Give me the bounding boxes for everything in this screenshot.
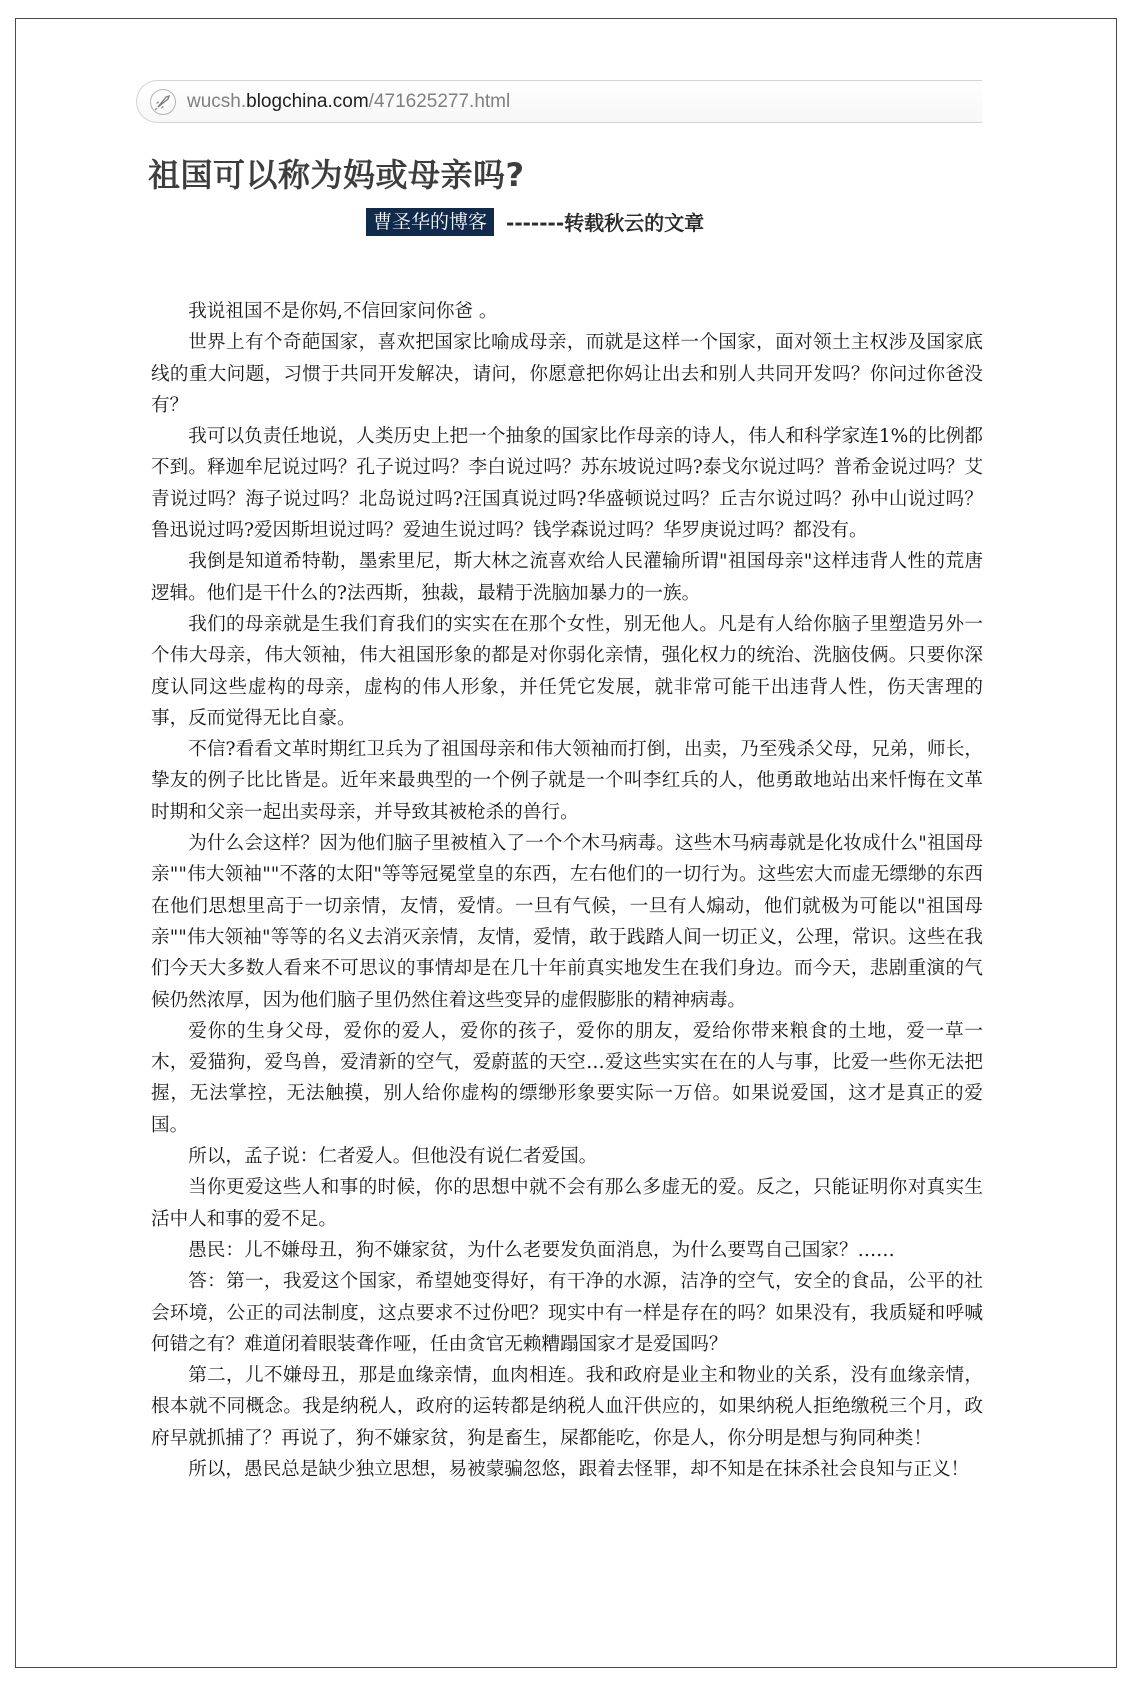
paragraph: 爱你的生身父母，爱你的爱人，爱你的孩子，爱你的朋友，爱给你带来粮食的土地，爱一草一木，爱猫狗，爱鸟兽，爱清新的空气，爱蔚蓝的天空…爱这些实实在在的人与事，比爱一些你无法把握，无法掌控，无法触摸，别人给你虚构的缥缈形象要实际一万倍。如果说爱国，这才是真正的爱国。 [151,1020,983,1136]
paragraph: 我说祖国不是你妈,不信回家问你爸 。 [188,301,498,322]
paragraph: 我倒是知道希特勒，墨索里尼，斯大林之流喜欢给人民灌输所谓"祖国母亲"这样违背人性的荒唐逻辑。他们是干什么的?法西斯，独裁，最精于洗脑加暴力的一族。 [151,551,983,604]
url-text[interactable] [187,91,510,113]
url-prefix: wucsh. [187,91,247,112]
paragraph: 答：第一，我爱这个国家，希望她变得好，有干净的水源，洁净的空气，安全的食品，公平的社会环境，公正的司法制度，这点要求不过份吧？现实中有一样是存在的吗？如果没有，我质疑和呼喊何错之有？难道闭着眼装聋作哑，任由贪官无赖糟蹋国家才是爱国吗？ [151,1271,983,1355]
rocket-icon [149,88,177,116]
paragraph: 愚民：儿不嫌母丑，狗不嫌家贫，为什么老要发负面消息，为什么要骂自己国家？…… [188,1239,895,1261]
url-path: /471625277.html [368,91,511,112]
article-title: 祖国可以称为妈或母亲吗? [148,156,525,194]
paragraph: 当你更爱这些人和事的时候，你的思想中就不会有那么多虚无的爱。反之，只能证明你对真实生活中人和事的爱不足。 [151,1177,983,1230]
byline [366,207,704,235]
paragraph: 第二，儿不嫌母丑，那是血缘亲情，血肉相连。我和政府是业主和物业的关系，没有血缘亲情，根本就不同概念。我是纳税人，政府的运转都是纳税人血汗供应的，如果纳税人拒绝缴税三个月，政府早就抓捕了？再说了，狗不嫌家贫，狗是畜生，屎都能吃，你是人，你分明是想与狗同种类！ [151,1365,983,1449]
paragraph: 所以，孟子说：仁者爱人。但他没有说仁者爱国。 [188,1146,598,1168]
paragraph: 我们的母亲就是生我们育我们的实实在在那个女性，别无他人。凡是有人给你脑子里塑造另外一个伟大母亲，伟大领袖，伟大祖国形象的都是对你弱化亲情，强化权力的统治、洗脑伎俩。只要你深度认同这些虚构的母亲，虚构的伟人形象，并任凭它发展，就非常可能干出违背人性，伤天害理的事，反而觉得无比自豪。 [151,613,983,729]
address-bar[interactable] [136,80,982,123]
repost-note: -------转载秋云的文章 [506,211,705,235]
url-domain: blogchina.com [246,91,369,112]
blog-name-badge[interactable]: 曹圣华的博客 [366,208,494,236]
article-body [151,296,983,1485]
paragraph: 所以，愚民总是缺少独立思想，易被蒙骗忽悠，跟着去怪罪，却不知是在抹杀社会良知与正义！ [188,1458,970,1480]
paragraph: 不信?看看文革时期红卫兵为了祖国母亲和伟大领袖而打倒，出卖，乃至残杀父母，兄弟，师长，挚友的例子比比皆是。近年来最典型的一个例子就是一个叫李红兵的人，他勇敢地站出来忏悔在文革时期和父亲一起出卖母亲，并导致其被枪杀的兽行。 [151,739,983,823]
paragraph: 世界上有个奇葩国家，喜欢把国家比喻成母亲，而就是这样一个国家，面对领土主权涉及国家底线的重大问题，习惯于共同开发解决，请问，你愿意把你妈让出去和别人共同开发吗？你问过你爸没有？ [151,332,983,416]
paragraph: 为什么会这样？因为他们脑子里被植入了一个个木马病毒。这些木马病毒就是化妆成什么"祖国母亲""伟大领袖""不落的太阳"等等冠冕堂皇的东西，左右他们的一切行为。这些宏大而虚无缥缈的东西在他们思想里高于一切亲情，友情，爱情。一旦有气候，一旦有人煽动，他们就极为可能以"祖国母亲""伟大领袖"等等的名义去消灭亲情，友情，爱情，敢于践踏人间一切正义，公理，常识。这些在我们今天大多数人看来不可思议的事情却是在几十年前真实地发生在我们身边。而今天，悲剧重演的气候仍然浓厚，因为他们脑子里仍然住着这些变异的虚假膨胀的精神病毒。 [151,833,983,1011]
paragraph: 我可以负责任地说，人类历史上把一个抽象的国家比作母亲的诗人，伟人和科学家连1%的比例都不到。释迦牟尼说过吗？孔子说过吗？李白说过吗？苏东坡说过吗?泰戈尔说过吗？普希金说过吗？艾青说过吗？海子说过吗？北岛说过吗?汪国真说过吗?华盛顿说过吗？丘吉尔说过吗？孙中山说过吗？鲁迅说过吗?爱因斯坦说过吗？爱迪生说过吗？钱学森说过吗？华罗庚说过吗？都没有。 [151,426,983,542]
